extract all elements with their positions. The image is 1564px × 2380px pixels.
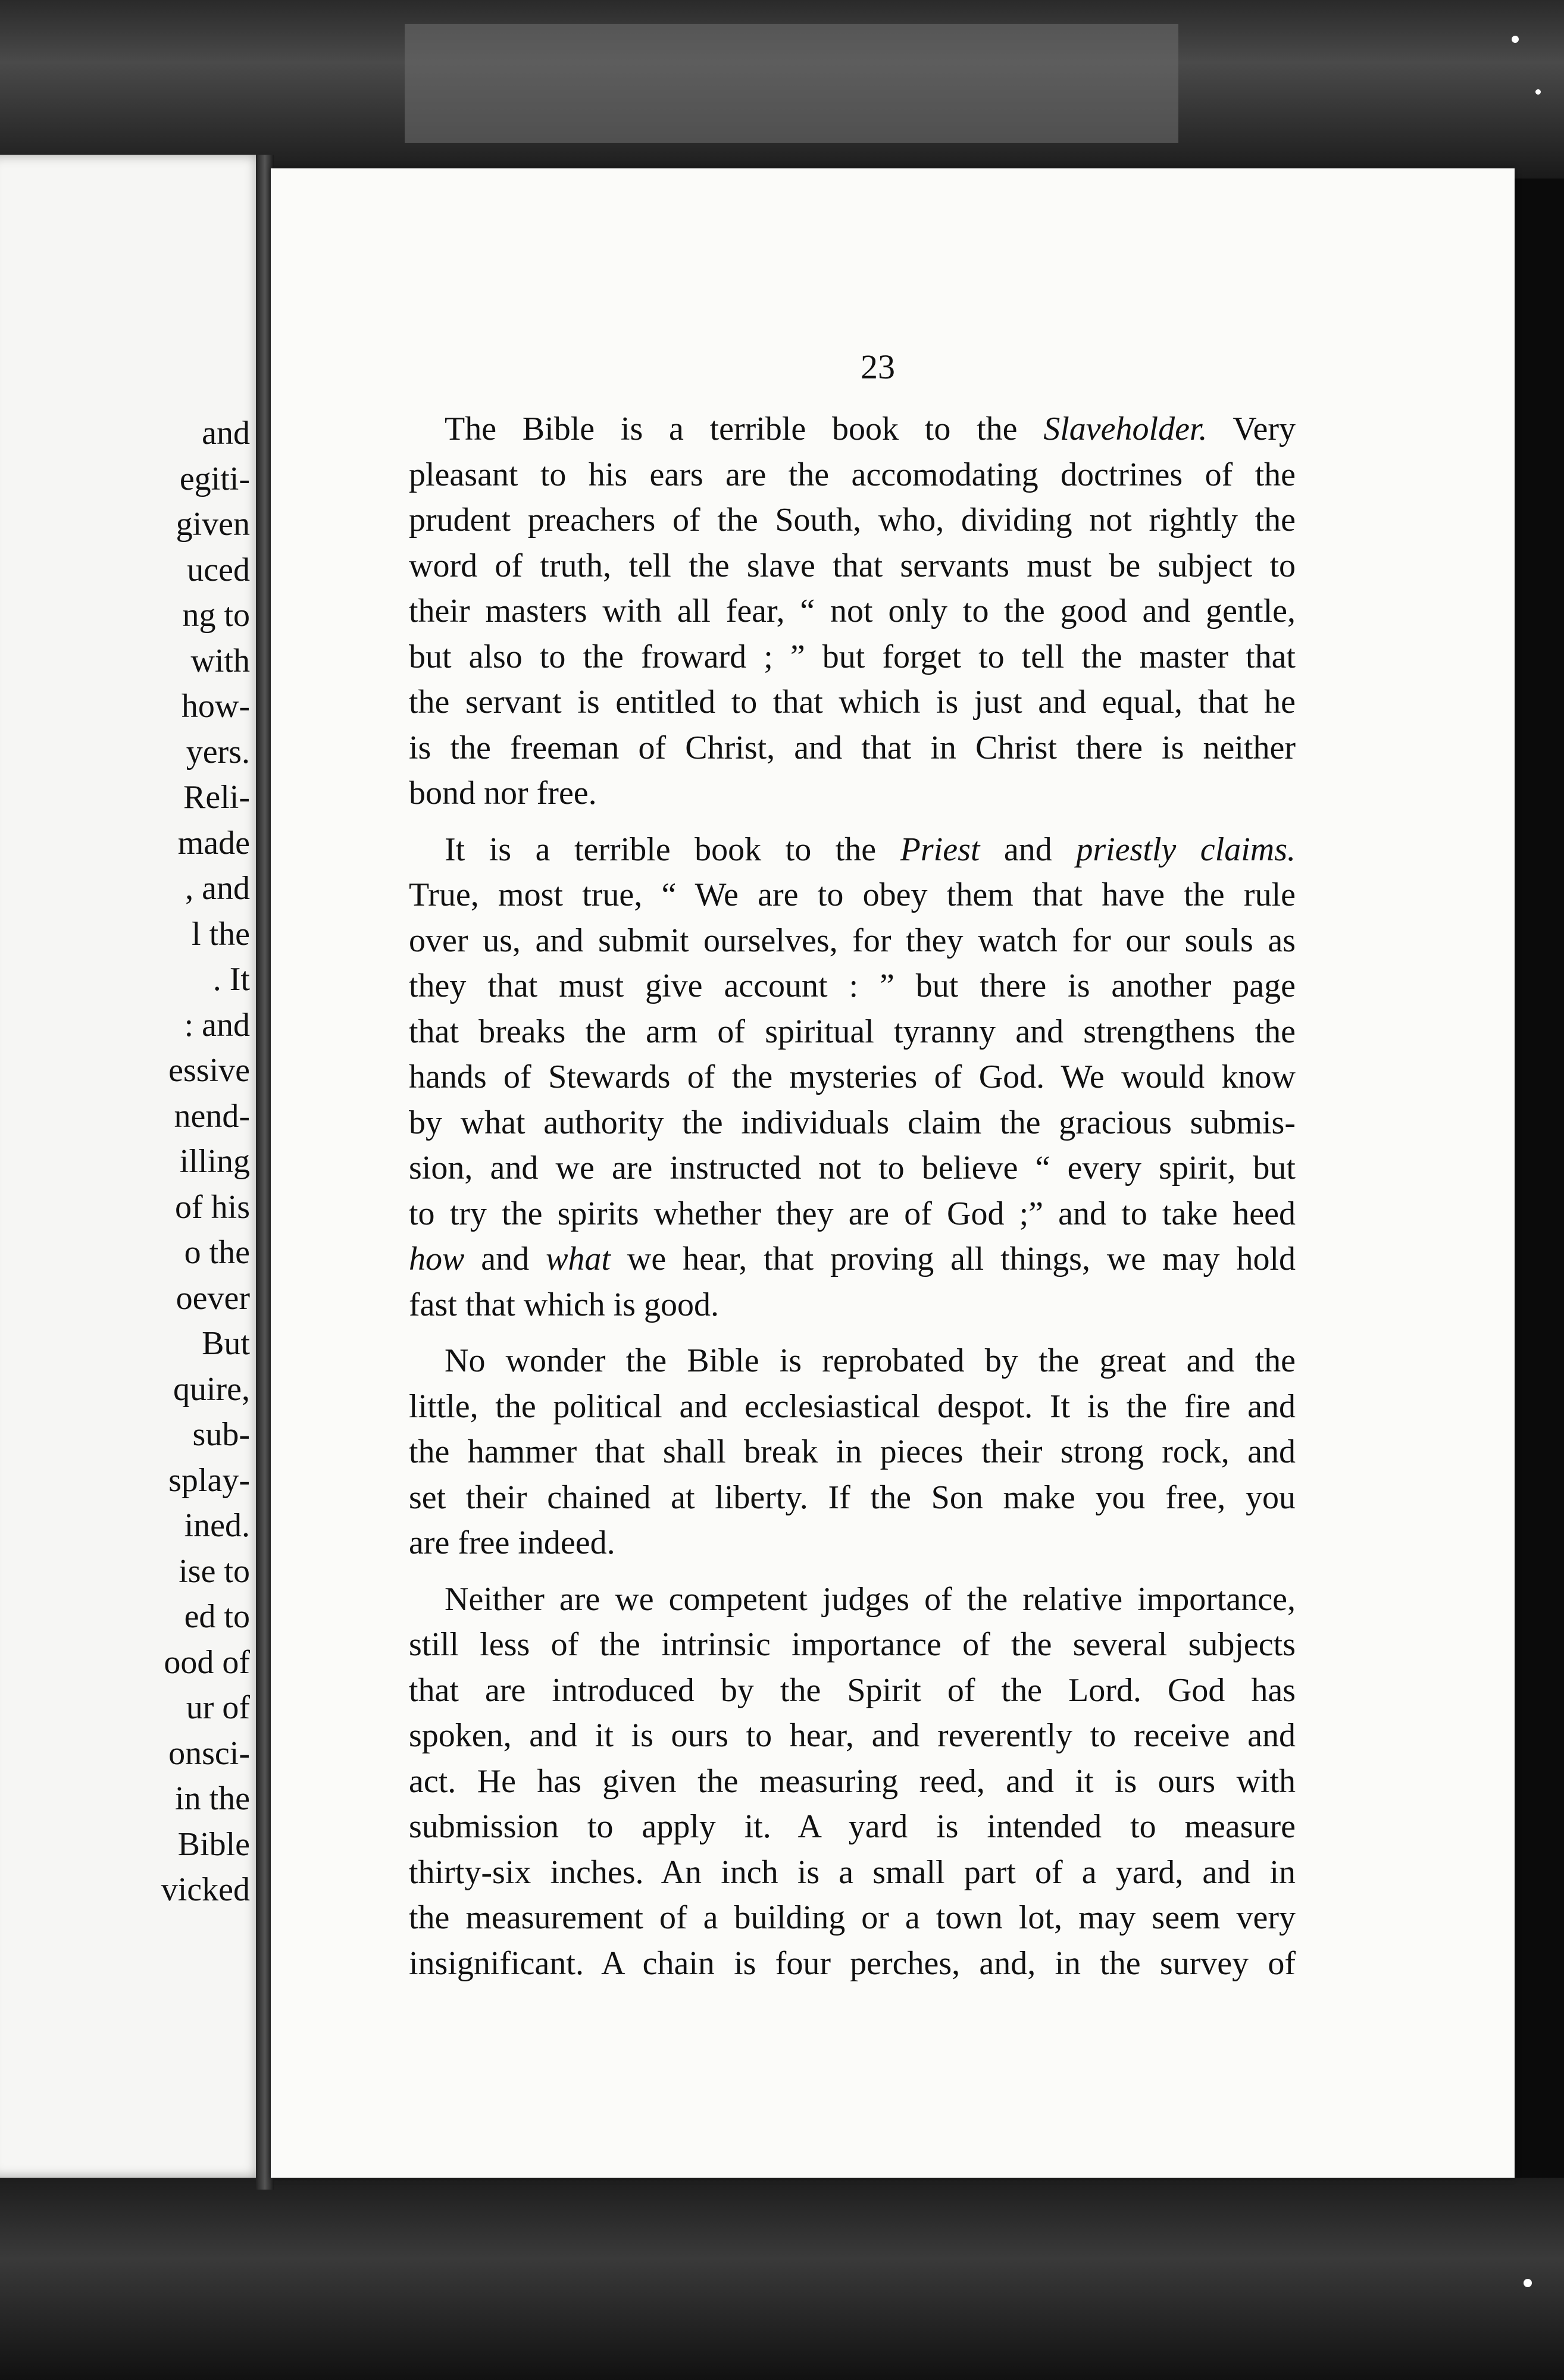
left-page-fragment: illing [179,1143,250,1180]
left-page-fragment: with [190,642,250,679]
text-line: the hammer that shall break in pieces their strong rock, and [409,1433,1296,1470]
paragraph [409,1577,1296,1987]
text-line: but also to the froward ; ” but forget to tell the master that [409,638,1296,675]
left-page-fragment: oever [176,1279,250,1317]
page-number: 23 [861,347,895,386]
text-run: and [980,831,1077,868]
text-run: It is a terrible book to the [445,831,900,868]
text-line: act. He has given the measuring reed, and it is ours with [409,1762,1296,1800]
left-page-fragment: Bible [177,1825,250,1863]
scan-speck [1535,89,1541,95]
text-line: insignificant. A chain is four perches, and, in the survey of [409,1944,1296,1982]
paragraph [409,406,1296,816]
left-page-fragment: ur of [186,1689,250,1726]
paragraph-gap [409,1327,1296,1338]
text-line: little, the political and ecclesiastical despot. It is the fire and [409,1388,1296,1425]
left-page-fragment: essive [168,1052,250,1089]
left-page-fragment: sub- [192,1416,250,1453]
paragraph-gap [409,1566,1296,1577]
paragraph [409,1338,1296,1566]
scan-speck [1512,36,1519,43]
text-line: to try the spirits whether they are of God ;” and to take heed [409,1195,1296,1232]
text-run: The Bible is a terrible book to the [445,411,1044,447]
text-line: prudent preachers of the South, who, dividing not rightly the [409,502,1296,538]
text-line: by what authority the individuals claim the gracious submis- [409,1104,1296,1141]
text-line: bond nor free. [409,775,597,812]
text-line: Neither are we competent judges of the relative importance, [445,1580,1296,1618]
text-line: pleasant to his ears are the accomodating doctrines of the [409,456,1296,493]
text-line: word of truth, tell the slave that servants must be subject to [409,547,1296,584]
left-page-fragment: But [202,1325,250,1362]
left-page-fragment: Reli- [183,779,250,816]
left-page-fragment: nend- [174,1097,250,1135]
text-line: the servant is entitled to that which is just and equal, that he [409,684,1296,721]
text-line [409,827,1296,873]
left-page-fragment: of his [175,1188,250,1226]
left-page-fragment: : and [184,1006,250,1044]
left-page [0,155,268,2178]
text-line: No wonder the Bible is reprobated by the great and the [445,1342,1296,1379]
left-page-fragment: o the [184,1234,250,1271]
left-page-fragment: ood of [164,1643,250,1681]
text-run: Very [1207,411,1296,447]
left-page-fragment: quire, [173,1370,250,1408]
text-line: the measurement of a building or a town lot, may seem very [409,1899,1296,1936]
text-line: their masters with all fear, “ not only to the good and gentle, [409,593,1296,630]
body-text [409,406,1296,1986]
left-page-fragment: ined. [184,1507,250,1544]
text-line: that breaks the arm of spiritual tyranny and strengthens the [409,1013,1296,1050]
left-page-fragment: , and [185,870,250,907]
left-page-fragment: made [177,824,250,862]
left-page-fragment: yers. [186,733,250,771]
text-run: and [464,1241,546,1277]
text-line: they that must give account : ” but there is another page [409,967,1296,1004]
text-line: submission to apply it. A yard is intended to measure [409,1808,1296,1845]
text-line: True, most true, “ We are to obey them that have the rule [409,876,1296,913]
left-page-fragment: ng to [182,597,250,634]
left-page-fragment: splay- [168,1461,250,1499]
scan-speck [1524,2279,1532,2287]
text-line [409,406,1296,452]
italic-text: how [409,1241,465,1277]
left-page-fragment: given [176,506,250,543]
text-run: we hear, that proving all things, we may hold [610,1241,1296,1277]
text-line: still less of the intrinsic importance of the several subjects [409,1626,1296,1663]
text-line: over us, and submit ourselves, for they watch for our souls as [409,922,1296,959]
italic-text: Slaveholder. [1043,411,1208,447]
italic-text: what [546,1241,611,1277]
italic-text: Priest [900,831,980,868]
text-line: that are introduced by the Spirit of the Lord. God has [409,1671,1296,1709]
left-page-text-fragments [161,411,250,1913]
left-page-fragment: in the [175,1780,250,1817]
left-page-fragment: ed to [184,1598,250,1635]
text-line: spoken, and it is ours to hear, and reverently to receive and [409,1717,1296,1754]
text-line: are free indeed. [409,1524,615,1561]
left-page-fragment: . It [212,961,250,998]
scan-border-bottom [0,2178,1564,2380]
left-page-fragment: ise to [179,1552,250,1590]
text-line: thirty-six inches. An inch is a small part of a yard, and in [409,1853,1296,1891]
left-page-fragment: onsci- [168,1734,250,1772]
text-line [409,1236,1296,1282]
left-page-fragment: egiti- [179,460,250,497]
left-page-fragment: vicked [161,1871,250,1908]
left-page-fragment: l the [192,915,250,953]
left-page-fragment: uced [187,551,250,588]
left-page-fragment: how- [181,688,250,725]
text-line: fast that which is good. [409,1286,720,1323]
text-line: is the freeman of Christ, and that in Christ there is neither [409,729,1296,766]
right-page [271,168,1515,2178]
left-page-fragment: and [202,415,250,452]
text-line: set their chained at liberty. If the Son make you free, you [409,1479,1296,1516]
italic-text: priestly claims. [1076,831,1296,868]
text-line: sion, and we are instructed not to believe “ every spirit, but [409,1150,1296,1186]
paragraph [409,827,1296,1328]
paragraph-gap [409,816,1296,827]
scan-border-top [0,0,1564,178]
text-line: hands of Stewards of the mysteries of God. We would know [409,1059,1296,1095]
